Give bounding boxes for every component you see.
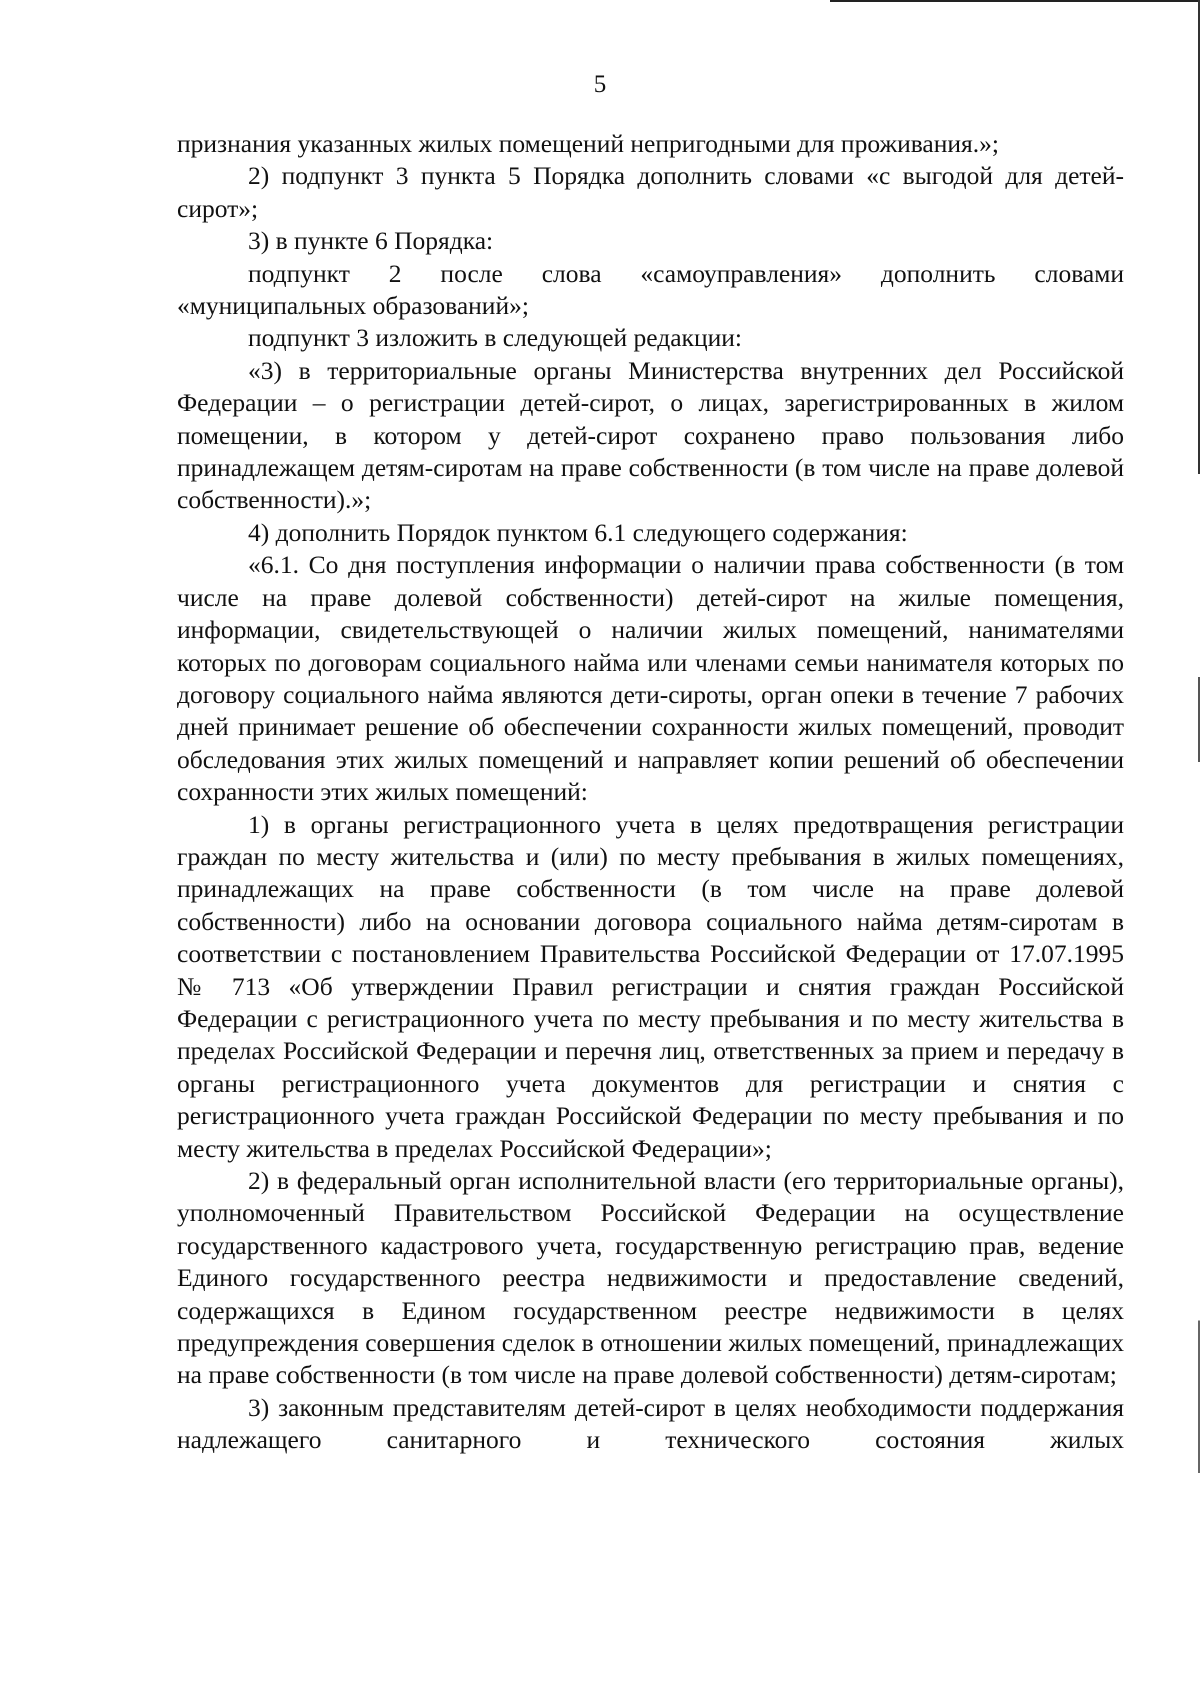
scan-edge-top [830, 0, 1200, 2]
paragraph-item-2: 2) подпункт 3 пункта 5 Порядка дополнить словами «с выгодой для детей-сирот»; [177, 161, 1124, 223]
paragraph-list-1: 1) в органы регистрационного учета в целях предотвращения регистрации граждан по месту жительства и (или) по месту пребывания в жилых помещениях, принадлежащих на праве собственности (в том числе на праве долевой собственности) либо на основании договора социального найма детям-сиротам в соответствии с постановлением Правительства Российской Федерации от 17.07.1995 № 713 «Об утверждении Правил регистрации и снятия граждан Российской Федерации с регистрационного учета по месту пребывания и по месту жительства в пределах Российской Федерации и перечня лиц, ответственных за прием и передачу в органы регистрационного учета документов для регистрации и снятия с регистрационного учета граждан Российской Федерации по месту пребывания и по месту жительства в пределах Российской Федерации»; [177, 809, 1124, 1163]
paragraph-continuation: признания указанных жилых помещений непригодными для проживания.»; [177, 129, 999, 158]
paragraph-list-2: 2) в федеральный орган исполнительной власти (его территориальные органы), уполномоченный Правительством Российской Федерации на осуществление государственного кадастрового учета, государственную регистрацию прав, ведение Единого государственного реестра недвижимости и предоставление сведений, содержащихся в Едином государственном реестре недвижимости в целях предупреждения совершения сделок в отношении жилых помещений, принадлежащих на праве собственности (в том числе на праве долевой собственности) детям-сиротам; [177, 1166, 1124, 1390]
paragraph-subitem-3: подпункт 3 изложить в следующей редакции: [248, 323, 742, 353]
paragraph-item-3: 3) в пункте 6 Порядка: [248, 226, 494, 256]
document-body [177, 128, 1124, 1457]
paragraph-quote-3: «3) в территориальные органы Министерства внутренних дел Российской Федерации – о регистрации детей-сирот, о лицах, зарегистрированных в жилом помещении, в котором у детей-сирот сохранено право пользования либо принадлежащем детям-сиротам на праве собственности (в том числе на праве долевой собственности).»; [177, 355, 1124, 515]
paragraph-subitem-2: подпункт 2 после слова «самоуправления» дополнить словами «муниципальных образований»; [177, 258, 1124, 321]
paragraph-list-3: 3) законным представителям детей-сирот в целях необходимости поддержания надлежащего санитарного и технического состояния жилых [177, 1392, 1124, 1455]
paragraph-quote-6-1: «6.1. Со дня поступления информации о наличии права собственности (в том числе на праве долевой собственности) детей-сирот на жилые помещения, информации, свидетельствующей о наличии жилых помещений, нанимателями которых по договорам социального найма или членами семьи нанимателя которых по договору социального найма являются дети-сироты, орган опеки в течение 7 рабочих дней принимает решение об обеспечении сохранности жилых помещений, проводит обследования этих жилых помещений и направляет копии решений об обеспечении сохранности этих жилых помещений: [177, 550, 1124, 807]
page-number: 5 [593, 71, 607, 98]
paragraph-item-4: 4) дополнить Порядок пунктом 6.1 следующего содержания: [248, 517, 908, 547]
